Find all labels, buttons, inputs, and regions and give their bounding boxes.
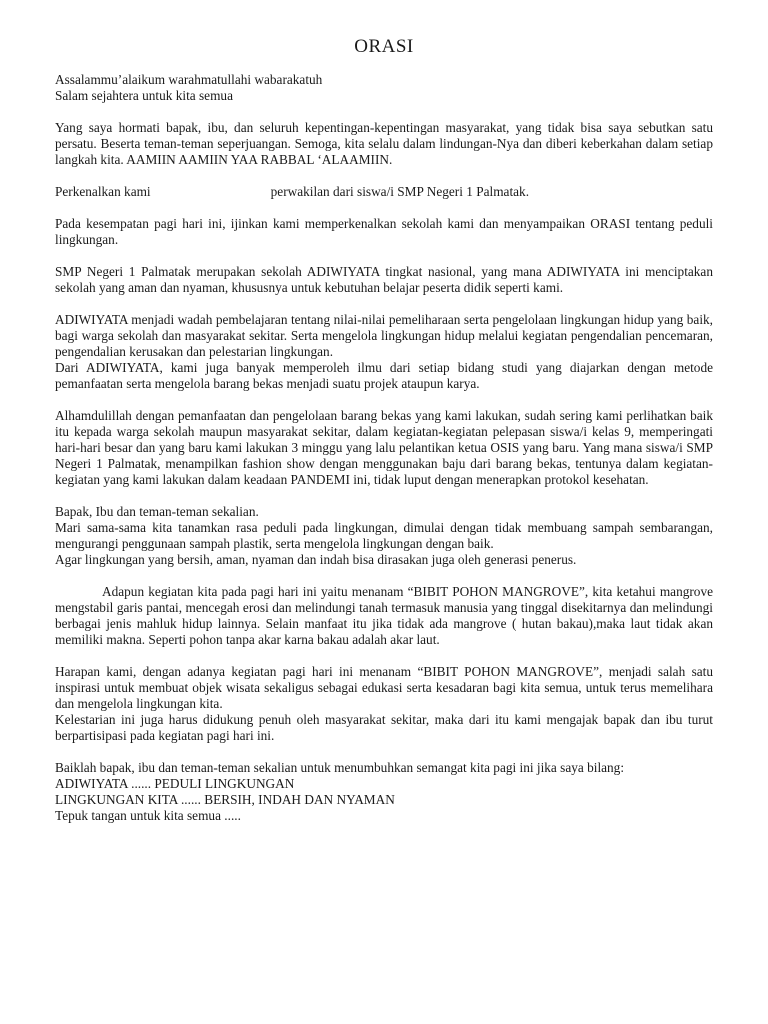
paragraph-activities: Alhamdulillah dengan pemanfaatan dan pengelolaan barang bekas yang kami lakukan, sudah sering kami perlihatkan baik itu kepada warga sekolah maupun masyarakat sekitar, dalam kegiatan-kegiatan pelepasan siswa/i kelas 9, memperingati hari-hari besar dan yang baru kami lakukan 3 minggu yang lalu pelantikan ketua OSIS yang baru. Yang mana siswa/i SMP Negeri 1 Palmatak, menampilkan fashion show dengan menggunakan baju dari barang bekas, tentunya dalam kegiatan-kegiatan yang kami lakukan dalam keadaan PANDEMI ini, tidak luput dengan menerapkan protokol kesehatan. xyxy=(55,408,713,487)
paragraph-adiwiyata-benefit: Dari ADIWIYATA, kami juga banyak memperoleh ilmu dari setiap bidang studi yang diajarkan dengan metode pemanfaatan serta mengelola barang bekas menjadi suatu projek ataupun karya. xyxy=(55,360,713,391)
closing xyxy=(55,760,713,824)
document-page xyxy=(55,36,713,824)
yel-line-1: ADIWIYATA ...... PEDULI LINGKUNGAN xyxy=(55,776,295,791)
paragraph-purpose: Agar lingkungan yang bersih, aman, nyaman dan indah bisa dirasakan juga oleh generasi penerus. xyxy=(55,552,577,567)
paragraph-invitation: Mari sama-sama kita tanamkan rasa peduli pada lingkungan, dimulai dengan tidak membuang sampah sembarangan, mengurangi penggunaan sampah plastik, serta mengelola lingkungan dengan baik. xyxy=(55,520,713,551)
name-blank xyxy=(151,184,271,200)
closing-line-1: Baiklah bapak, ibu dan teman-teman sekalian untuk menumbuhkan semangat kita pagi ini jika saya bilang: xyxy=(55,760,625,775)
paragraph-opening: Pada kesempatan pagi hari ini, ijinkan kami memperkenalkan sekolah kami dan menyampaikan ORASI tentang peduli lingkungan. xyxy=(55,216,713,247)
greeting xyxy=(55,72,713,104)
paragraph-hope: Harapan kami, dengan adanya kegiatan pagi hari ini menanam “BIBIT POHON MANGROVE”, menjadi salah satu inspirasi untuk membuat objek wisata sekaligus sebagai edukasi serta kesadaran bagi kita semua, untuk terus memelihara dan mengelola lingkungan kita. xyxy=(55,664,713,711)
greeting-line-2: Salam sejahtera untuk kita semua xyxy=(55,88,233,103)
yel-line-2: LINGKUNGAN KITA ...... BERSIH, INDAH DAN NYAMAN xyxy=(55,792,395,807)
paragraph-address: Bapak, Ibu dan teman-teman sekalian. xyxy=(55,504,259,519)
paragraph-sustainability: Kelestarian ini juga harus didukung penuh oleh masyarakat sekitar, maka dari itu kami mengajak bapak dan ibu turut berpartisipasi pada kegiatan pagi hari ini. xyxy=(55,712,713,743)
greeting-line-1: Assalammu’alaikum warahmatullahi wabarakatuh xyxy=(55,72,323,87)
intro-suffix: perwakilan dari siswa/i SMP Negeri 1 Palmatak. xyxy=(270,184,530,199)
respect-paragraph: Yang saya hormati bapak, ibu, dan seluruh kepentingan-kepentingan masyarakat, yang tidak bisa saya sebutkan satu persatu. Beserta teman-teman seperjuangan. Semoga, kita selalu dalam lindungan-Nya dan diberi keberkahan dalam setiap langkah kita. AAMIIN AAMIIN YAA RABBAL ‘ALAAMIIN. xyxy=(55,120,713,167)
document-title: ORASI xyxy=(354,36,414,57)
paragraph-school: SMP Negeri 1 Palmatak merupakan sekolah ADIWIYATA tingkat nasional, yang mana ADIWIYATA ini menciptakan sekolah yang aman dan nyaman, khususnya untuk kebutuhan belajar peserta didik seperti kami. xyxy=(55,264,713,295)
introduction-line xyxy=(55,184,713,200)
intro-prefix: Perkenalkan kami xyxy=(55,184,151,199)
paragraph-mangrove: Adapun kegiatan kita pada pagi hari ini yaitu menanam “BIBIT POHON MANGROVE”, kita ketahui mangrove mengstabil garis pantai, mencegah erosi dan melindungi tanah termasuk manusia yang tinggal disekitarnya dan melindungi berbagai jenis mahluk hidup lainnya. Selain manfaat itu jika tidak ada mangrove ( hutan bakau),maka laut tidak akan memiliki makna. Seperti pohon tanpa akar karna bakau adalah akar laut. xyxy=(55,584,713,647)
closing-applause: Tepuk tangan untuk kita semua ..... xyxy=(55,808,241,823)
paragraph-adiwiyata: ADIWIYATA menjadi wadah pembelajaran tentang nilai-nilai pemeliharaan serta pengelolaan lingkungan hidup yang baik, bagi warga sekolah dan masyarakat sekitar. Serta mengelola lingkungan hidup melalui kegiatan pengendalian pencemaran, pengendalian kerusakan dan pelestarian lingkungan. xyxy=(55,312,713,359)
